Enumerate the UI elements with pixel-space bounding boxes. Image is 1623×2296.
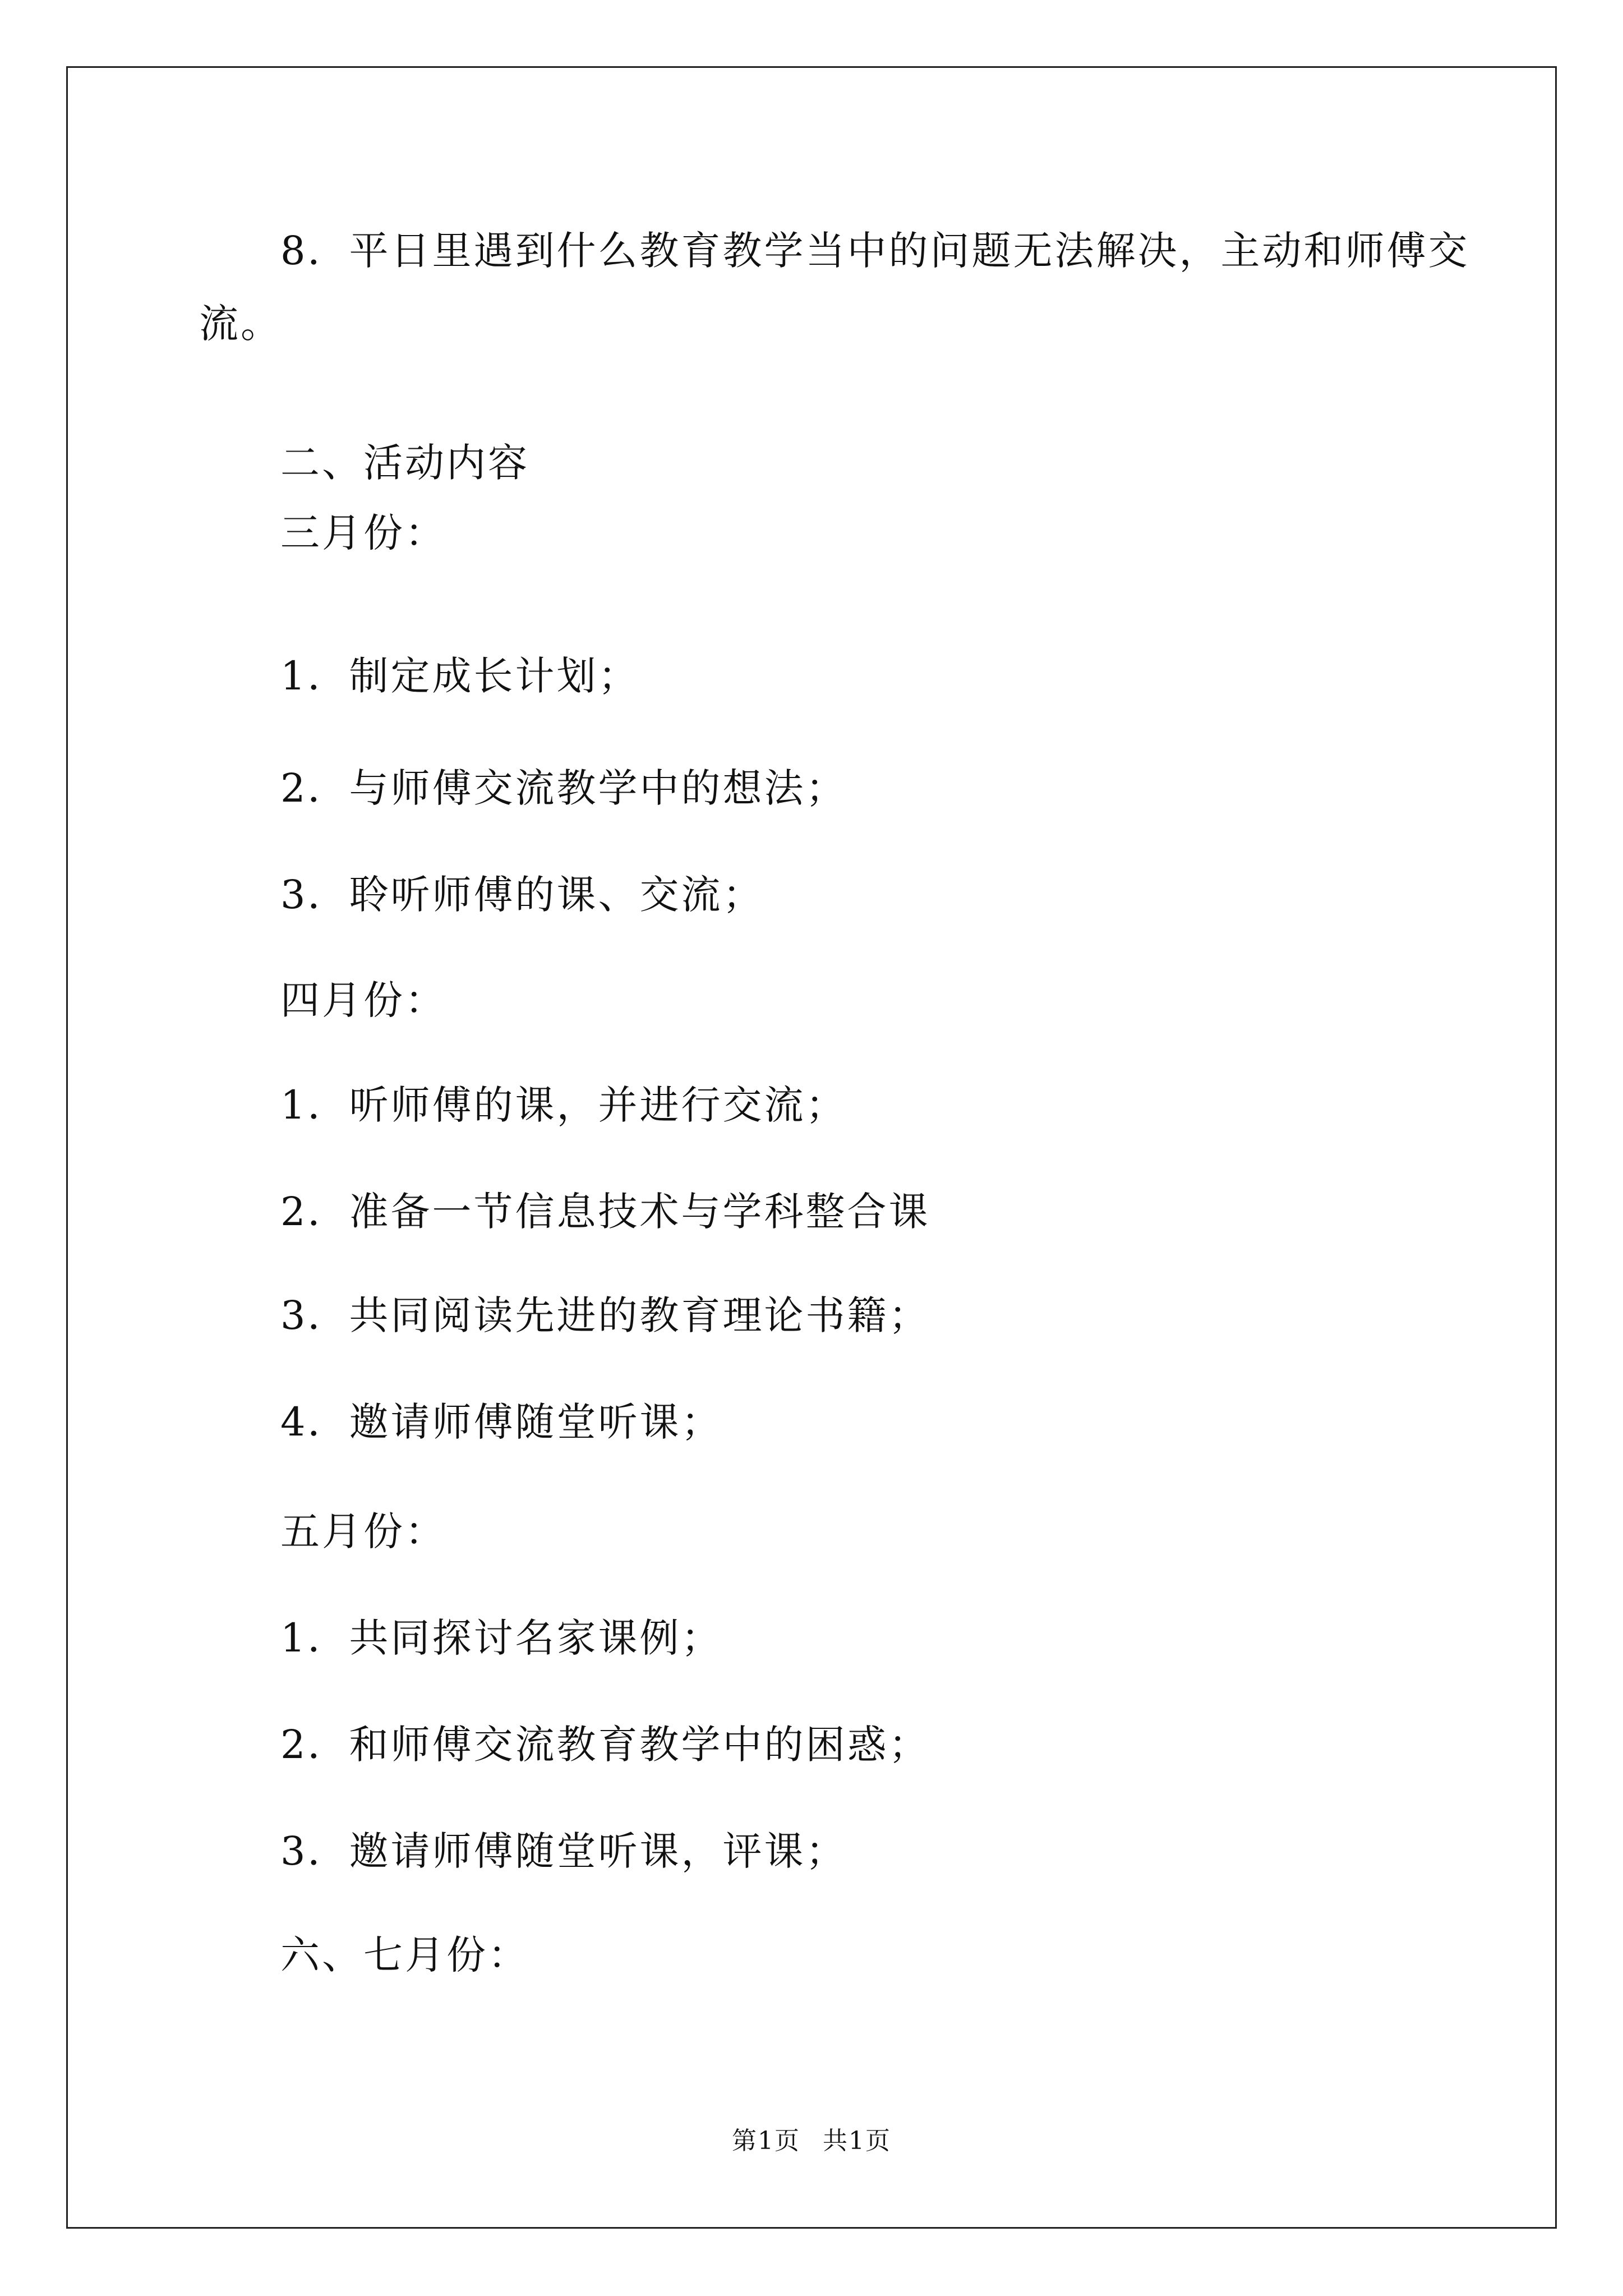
list-item: 1．制定成长计划； — [280, 653, 640, 699]
list-item: 2．和师傅交流教育教学中的困惑； — [280, 1722, 930, 1768]
list-item: 1．听师傅的课，并进行交流； — [280, 1082, 847, 1128]
list-item: 1．共同探讨名家课例； — [280, 1615, 723, 1661]
month-heading: 五月份： — [280, 1508, 446, 1554]
page-footer — [0, 2129, 1623, 2154]
page-number-current: 第1页 — [732, 2127, 800, 2155]
list-item: 3．邀请师傅随堂听课，评课； — [280, 1828, 847, 1874]
list-item: 4．邀请师傅随堂听课； — [280, 1399, 723, 1445]
page-border — [66, 66, 1557, 2229]
page-number-total: 共1页 — [823, 2127, 891, 2155]
month-heading: 三月份： — [280, 510, 446, 556]
month-heading: 四月份： — [280, 977, 446, 1023]
paragraph-line: 流。 — [199, 301, 282, 347]
list-item: 2．准备一节信息技术与学科整合课 — [280, 1189, 930, 1235]
paragraph-line: 8．平日里遇到什么教育教学当中的问题无法解决，主动和师傅交 — [280, 228, 1470, 274]
list-item: 3．共同阅读先进的教育理论书籍； — [280, 1292, 930, 1338]
list-item: 2．与师傅交流教学中的想法； — [280, 765, 847, 811]
month-heading: 六、七月份： — [280, 1932, 529, 1978]
list-item: 3．聆听师傅的课、交流； — [280, 872, 764, 918]
section-heading: 二、活动内容 — [280, 440, 529, 486]
